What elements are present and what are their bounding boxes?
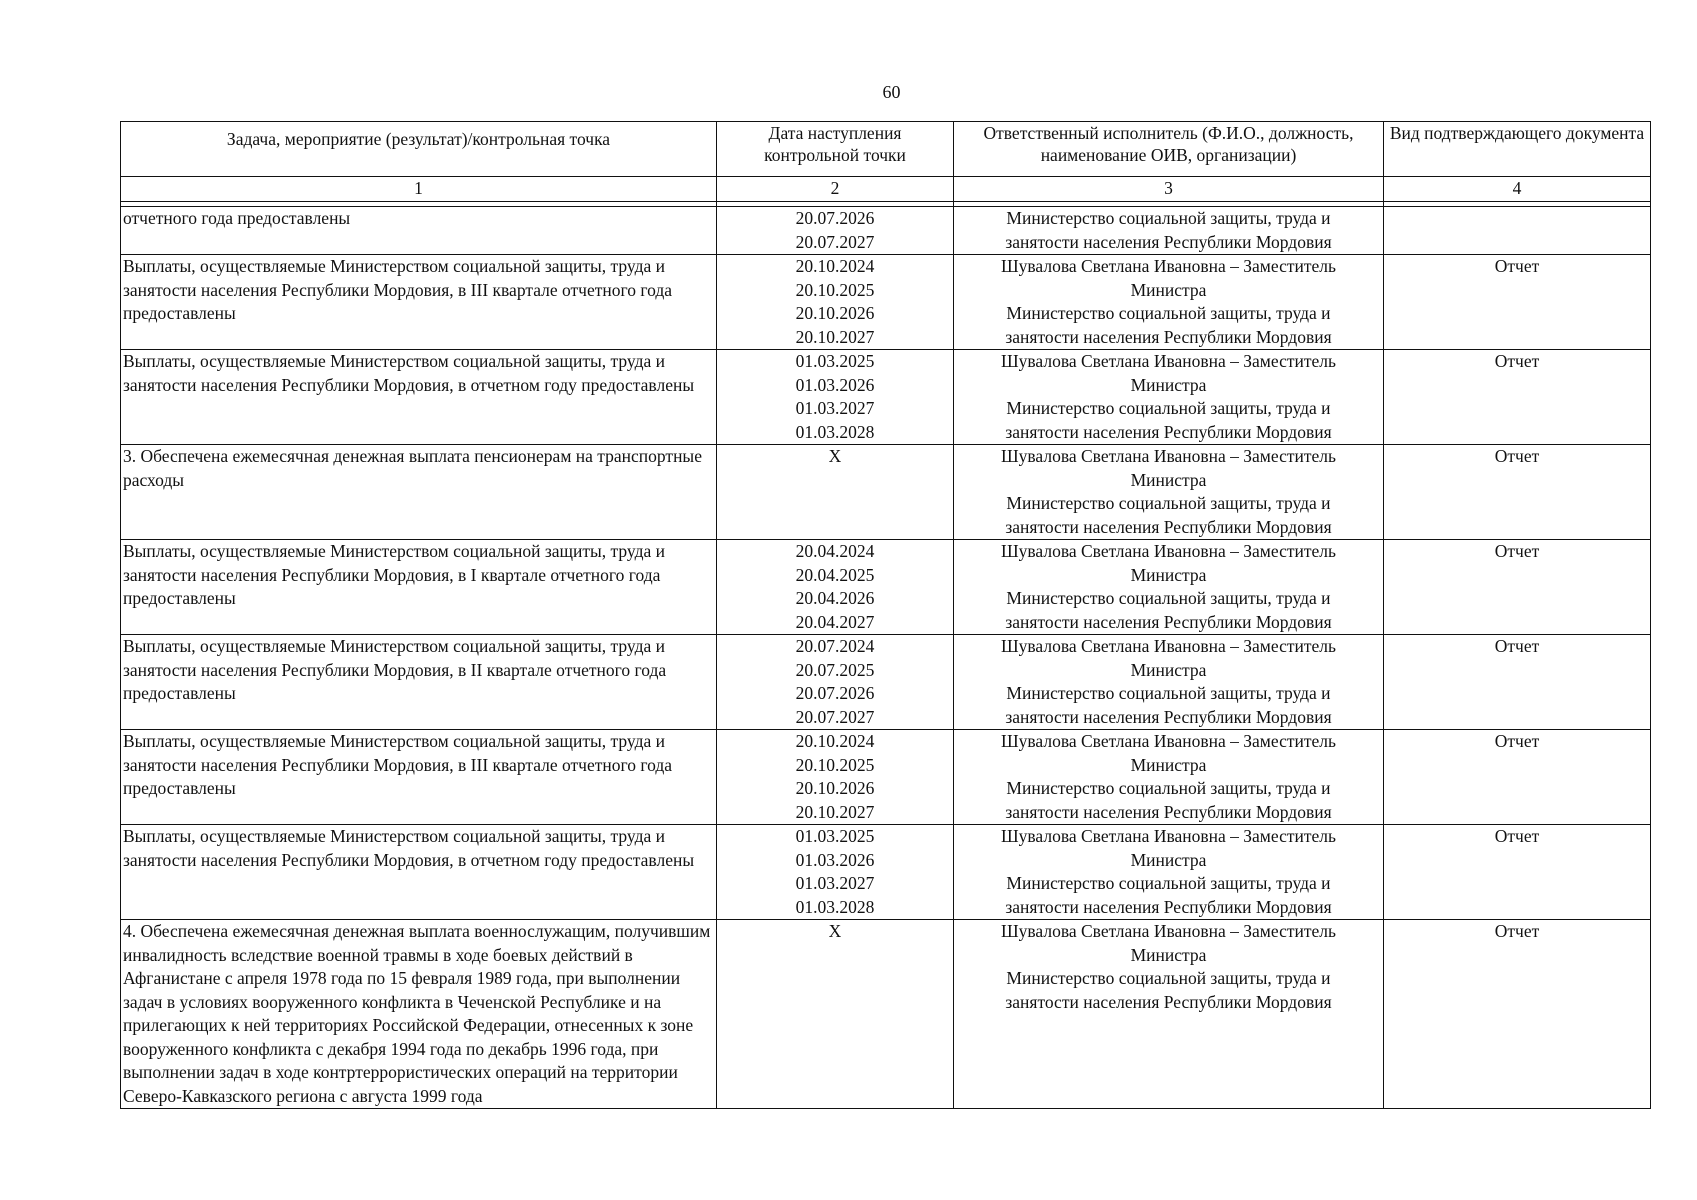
responsible-line: занятости населения Республики Мордовия [1005, 896, 1332, 917]
table-row [121, 635, 1651, 730]
header-task: Задача, мероприятие (результат)/контрольная точка [121, 122, 717, 177]
control-date: 01.03.2027 [795, 398, 875, 418]
responsible-line: Министра [1130, 944, 1207, 965]
table-header-row [121, 122, 1651, 177]
document-type-cell [1384, 207, 1651, 255]
responsible-line: Министра [1130, 279, 1207, 300]
responsible-line: Министра [1130, 754, 1207, 775]
responsible-line: Шувалова Светлана Ивановна – Заместитель [1000, 826, 1336, 846]
date-cell [717, 920, 954, 1109]
responsible-line: занятости населения Республики Мордовия [1005, 231, 1332, 252]
responsible-line: Министра [1130, 659, 1207, 680]
control-date: 20.07.2026 [795, 208, 875, 228]
table-row [121, 445, 1651, 540]
control-date: 20.04.2026 [795, 588, 875, 608]
control-date: 20.07.2027 [795, 231, 875, 252]
control-date: 01.03.2026 [795, 849, 875, 870]
responsible-line: Министерство социальной защиты, труда и [1006, 873, 1331, 893]
responsible-cell [954, 207, 1384, 255]
control-date: 20.07.2025 [795, 659, 875, 680]
control-date: 01.03.2025 [795, 826, 875, 846]
control-date: 01.03.2025 [795, 351, 875, 371]
date-cell [717, 350, 954, 445]
table-row [121, 350, 1651, 445]
task-cell: Выплаты, осуществляемые Министерством социальной защиты, труда и занятости населения Республики Мордовия, в отчетном году предоставлены [121, 825, 717, 920]
column-number-row [121, 177, 1651, 202]
control-date: X [828, 921, 842, 941]
responsible-line: занятости населения Республики Мордовия [1005, 421, 1332, 442]
task-cell: Выплаты, осуществляемые Министерством социальной защиты, труда и занятости населения Республики Мордовия, в отчетном году предоставлены [121, 350, 717, 445]
task-cell: Выплаты, осуществляемые Министерством социальной защиты, труда и занятости населения Республики Мордовия, в II квартале отчетного года предоставлены [121, 635, 717, 730]
control-date: 20.10.2026 [795, 778, 875, 798]
responsible-cell [954, 350, 1384, 445]
column-number: 3 [954, 177, 1384, 202]
header-responsible: Ответственный исполнитель (Ф.И.О., должность, наименование ОИВ, организации) [954, 122, 1384, 177]
control-date: 01.03.2028 [795, 896, 875, 917]
responsible-line: Министерство социальной защиты, труда и [1006, 683, 1331, 703]
responsible-line: Шувалова Светлана Ивановна – Заместитель [1000, 921, 1336, 941]
document-type-cell: Отчет [1384, 920, 1651, 1109]
date-cell [717, 635, 954, 730]
responsible-line: Шувалова Светлана Ивановна – Заместитель [1000, 256, 1336, 276]
control-date: 01.03.2026 [795, 374, 875, 395]
responsible-line: Министерство социальной защиты, труда и [1006, 398, 1331, 418]
control-date: 20.04.2025 [795, 564, 875, 585]
responsible-line: занятости населения Республики Мордовия [1005, 516, 1332, 537]
header-date: Дата наступления контрольной точки [717, 122, 954, 177]
responsible-cell [954, 635, 1384, 730]
responsible-cell [954, 825, 1384, 920]
table-row [121, 255, 1651, 350]
control-date: 20.10.2027 [795, 326, 875, 347]
responsible-cell [954, 255, 1384, 350]
table-row [121, 540, 1651, 635]
date-cell [717, 540, 954, 635]
date-cell [717, 825, 954, 920]
responsible-line: Министра [1130, 469, 1207, 490]
control-date: 20.10.2026 [795, 303, 875, 323]
task-cell: 3. Обеспечена ежемесячная денежная выплата пенсионерам на транспортные расходы [121, 445, 717, 540]
responsible-line: Министра [1130, 374, 1207, 395]
document-type-cell: Отчет [1384, 825, 1651, 920]
responsible-line: Шувалова Светлана Ивановна – Заместитель [1000, 446, 1336, 466]
control-points-table [120, 121, 1651, 1109]
task-cell: Выплаты, осуществляемые Министерством социальной защиты, труда и занятости населения Республики Мордовия, в III квартале отчетного года предоставлены [121, 730, 717, 825]
responsible-cell [954, 540, 1384, 635]
control-date: 20.10.2024 [795, 256, 875, 276]
document-type-cell: Отчет [1384, 540, 1651, 635]
document-type-cell: Отчет [1384, 635, 1651, 730]
responsible-line: Министерство социальной защиты, труда и [1006, 778, 1331, 798]
document-type-cell: Отчет [1384, 255, 1651, 350]
date-cell [717, 445, 954, 540]
document-type-cell: Отчет [1384, 730, 1651, 825]
table-row [121, 730, 1651, 825]
task-cell: Выплаты, осуществляемые Министерством социальной защиты, труда и занятости населения Республики Мордовия, в III квартале отчетного года предоставлены [121, 255, 717, 350]
control-date: 20.07.2024 [795, 636, 875, 656]
column-number: 2 [717, 177, 954, 202]
responsible-line: Министерство социальной защиты, труда и [1006, 588, 1331, 608]
table-row [121, 825, 1651, 920]
header-document-type: Вид подтверждающего документа [1384, 122, 1651, 177]
control-date: 20.07.2027 [795, 706, 875, 727]
control-date: 20.10.2024 [795, 731, 875, 751]
responsible-line: занятости населения Республики Мордовия [1005, 326, 1332, 347]
control-date: 01.03.2027 [795, 873, 875, 893]
task-cell: отчетного года предоставлены [121, 207, 717, 255]
responsible-line: занятости населения Республики Мордовия [1005, 611, 1332, 632]
responsible-line: занятости населения Республики Мордовия [1005, 801, 1332, 822]
table-row [121, 920, 1651, 1109]
responsible-line: занятости населения Республики Мордовия [1005, 991, 1332, 1012]
control-date: 20.10.2025 [795, 279, 875, 300]
control-date: X [828, 446, 842, 466]
responsible-line: Министерство социальной защиты, труда и [1006, 303, 1331, 323]
task-cell: Выплаты, осуществляемые Министерством социальной защиты, труда и занятости населения Республики Мордовия, в I квартале отчетного года предоставлены [121, 540, 717, 635]
responsible-line: Министра [1130, 849, 1207, 870]
column-number: 4 [1384, 177, 1651, 202]
document-type-cell: Отчет [1384, 350, 1651, 445]
responsible-line: Министра [1130, 564, 1207, 585]
control-date: 20.04.2027 [795, 611, 875, 632]
responsible-line: Шувалова Светлана Ивановна – Заместитель [1000, 636, 1336, 656]
date-cell [717, 207, 954, 255]
date-cell [717, 255, 954, 350]
task-cell: 4. Обеспечена ежемесячная денежная выплата военнослужащим, получившим инвалидность вследствие военной травмы в ходе боевых действий в Афганистане с апреля 1978 года по 15 февраля 1989 года, при выполнении задач в условиях вооруженного конфликта в Чеченской Республике и на прилегающих к ней территориях Российской Федерации, отнесенных к зоне вооруженного конфликта с декабря 1994 года по декабрь 1996 года, при выполнении задач в ходе контртеррористических операций на территории Северо-Кавказского региона с августа 1999 года [121, 920, 717, 1109]
control-date: 20.10.2025 [795, 754, 875, 775]
control-date: 20.04.2024 [795, 541, 875, 561]
column-number: 1 [121, 177, 717, 202]
responsible-line: Шувалова Светлана Ивановна – Заместитель [1000, 541, 1336, 561]
responsible-line: занятости населения Республики Мордовия [1005, 706, 1332, 727]
table-row [121, 207, 1651, 255]
date-cell [717, 730, 954, 825]
document-type-cell: Отчет [1384, 445, 1651, 540]
responsible-cell [954, 920, 1384, 1109]
control-date: 20.10.2027 [795, 801, 875, 822]
control-date: 20.07.2026 [795, 683, 875, 703]
responsible-cell [954, 730, 1384, 825]
responsible-line: Шувалова Светлана Ивановна – Заместитель [1000, 351, 1336, 371]
responsible-line: Министерство социальной защиты, труда и [1006, 968, 1331, 988]
control-date: 01.03.2028 [795, 421, 875, 442]
responsible-line: Министерство социальной защиты, труда и [1006, 208, 1331, 228]
responsible-cell [954, 445, 1384, 540]
page-number: 60 [882, 82, 901, 102]
responsible-line: Шувалова Светлана Ивановна – Заместитель [1000, 731, 1336, 751]
table-body [121, 207, 1651, 1109]
responsible-line: Министерство социальной защиты, труда и [1006, 493, 1331, 513]
